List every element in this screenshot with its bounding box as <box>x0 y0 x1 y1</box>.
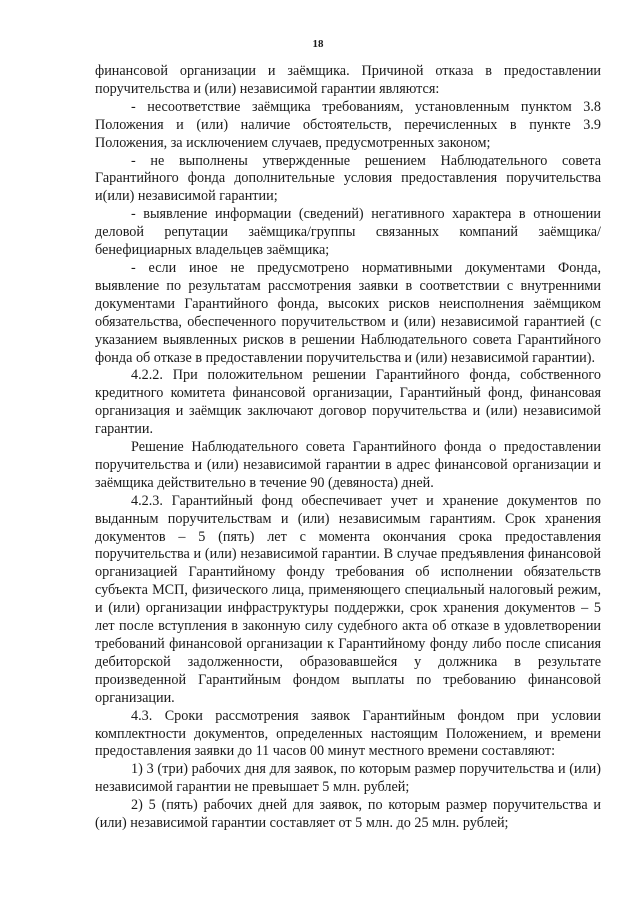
paragraph-4-3: 4.3. Сроки рассмотрения заявок Гарантийным фондом при условии комплектности документов, определенных настоящим Положением, и времени предоставления заявки до 11 часов 00 минут местного времени составляют: <box>95 707 601 760</box>
document-body <box>95 63 601 833</box>
paragraph-refusal-reason-4: - если иное не предусмотрено нормативными документами Фонда, выявление по результатам рассмотрения заявки в соответствии с внутренними документами Гарантийного фонда, высоких рисков неисполнения заёмщиком обязательства, обеспеченного поручительством и (или) независимой гарантией (с указанием выявленных рисков в решении Наблюдательного совета Гарантийного фонда об отказе в предоставлении поручительства и (или) независимой гарантии). <box>95 259 601 366</box>
paragraph-refusal-reason-1: - несоответствие заёмщика требованиям, установленным пунктом 3.8 Положения и (или) наличие обстоятельств, перечисленных в пункте 3.9 Положения, за исключением случаев, предусмотренных законом; <box>95 98 601 151</box>
paragraph-4-2-3: 4.2.3. Гарантийный фонд обеспечивает учет и хранение документов по выданным поручительствам и (или) независимым гарантиям. Срок хранения документов – 5 (пять) лет с момента окончания срока предоставления поручительства и (или) независимой гарантии. В случае предъявления финансовой организацией Гарантийному фонду требования об исполнении обязательств субъекта МСП, физического лица, применяющего специальный налоговый режим, и (или) организации инфраструктуры поддержки, срок хранения документов – 5 лет после вступления в законную силу судебного акта об отказе в удовлетворении требований финансовой организации к Гарантийному фонду либо после списания дебиторской задолженности, образовавшейся у должника в результате произведенной Гарантийным фондом выплаты по требованию финансовой организации. <box>95 492 601 706</box>
paragraph-refusal-reason-2: - не выполнены утвержденные решением Наблюдательного совета Гарантийного фонда дополнительные условия предоставления поручительства и(или) независимой гарантии; <box>95 152 601 205</box>
paragraph-refusal-intro: финансовой организации и заёмщика. Причиной отказа в предоставлении поручительства и (или) независимой гарантии являются: <box>95 63 601 97</box>
paragraph-decision-validity: Решение Наблюдательного совета Гарантийного фонда о предоставлении поручительства и (или) независимой гарантии в адрес финансовой организации и заёмщика действительно в течение 90 (девяноста) дней. <box>95 439 601 491</box>
paragraph-refusal-reason-3: - выявление информации (сведений) негативного характера в отношении деловой репутации заёмщика/группы связанных компаний заёмщика/бенефициарных владельцев заёмщика; <box>95 206 601 259</box>
list-item-term-2: 2) 5 (пять) рабочих дней для заявок, по которым размер поручительства и (или) независимой гарантии составляет от 5 млн. до 25 млн. рублей; <box>95 797 601 832</box>
paragraph-4-2-2: 4.2.2. При положительном решении Гарантийного фонда, собственного кредитного комитета финансовой организации, Гарантийный фонд, финансовая организация и заёмщик заключают договор поручительства и (или) независимой гарантии. <box>95 367 601 438</box>
list-item-term-1: 1) 3 (три) рабочих дня для заявок, по которым размер поручительства и (или) независимой гарантии не превышает 5 млн. рублей; <box>95 761 601 796</box>
page-number: 18 <box>312 38 324 50</box>
